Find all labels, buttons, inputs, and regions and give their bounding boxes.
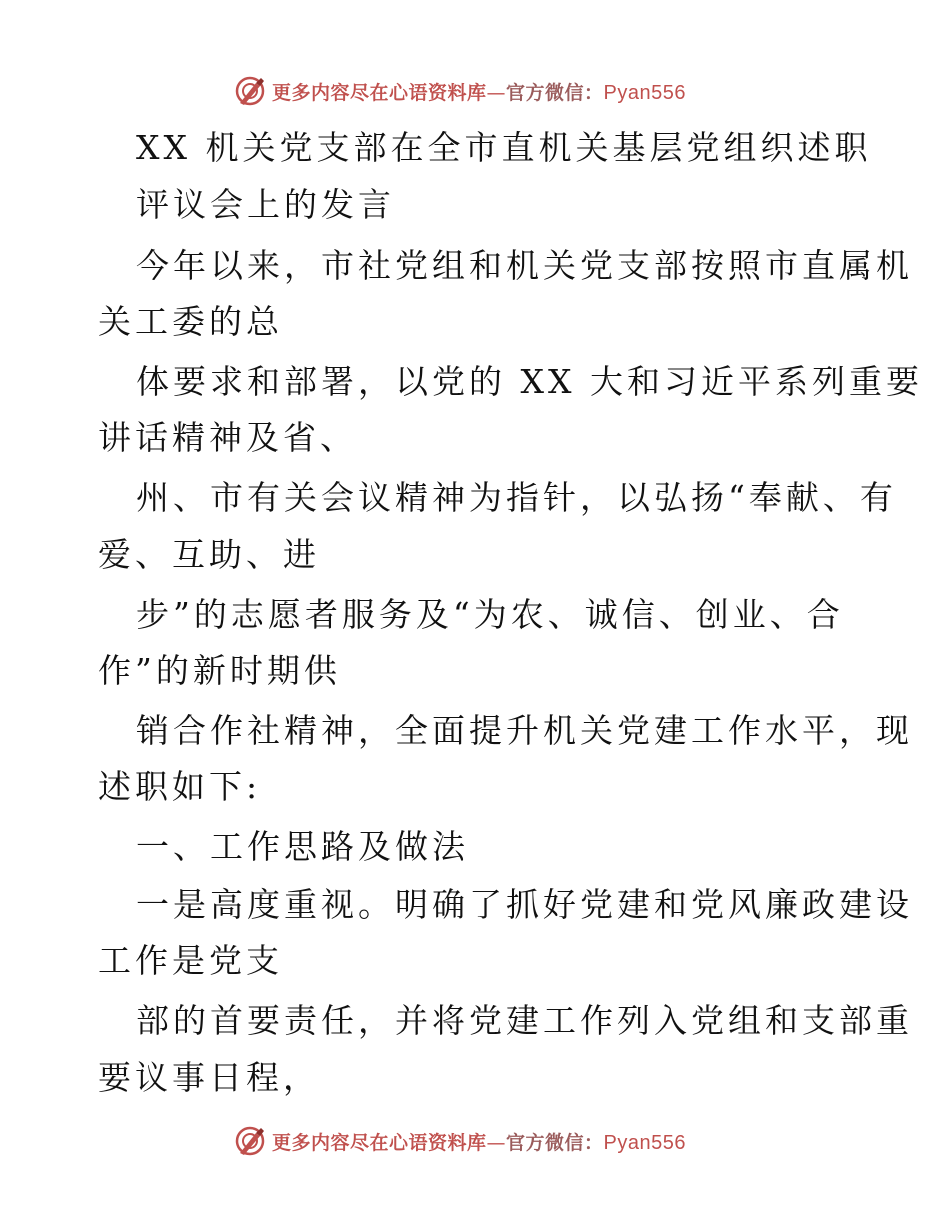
text-line: 销合作社精神，全面提升机关党建工作水平，现 bbox=[136, 711, 913, 750]
watermark-account: Pyan556 bbox=[603, 81, 686, 104]
text-line: 作”的新时期供 bbox=[98, 651, 341, 690]
text-line: 步”的志愿者服务及“为农、诚信、创业、合 bbox=[136, 595, 844, 634]
pen-logo-icon bbox=[234, 1125, 266, 1157]
watermark-separator: — bbox=[486, 81, 507, 104]
watermark-official: 官方微信： bbox=[506, 1131, 604, 1154]
document-title-line-2: 评议会上的发言 bbox=[136, 185, 395, 224]
footer-watermark bbox=[234, 1123, 686, 1159]
watermark-brand: 更多内容尽在心语资料库 bbox=[272, 81, 487, 104]
text-line: 工作是党支 bbox=[98, 941, 283, 980]
text-line: 今年以来，市社党组和机关党支部按照市直属机 bbox=[136, 246, 913, 285]
text-line: 一是高度重视。明确了抓好党建和党风廉政建设 bbox=[136, 885, 913, 924]
section-heading: 一、工作思路及做法 bbox=[136, 827, 469, 866]
header-watermark bbox=[234, 73, 686, 109]
watermark-official: 官方微信： bbox=[506, 81, 604, 104]
text-line: 州、市有关会议精神为指针，以弘扬“奉献、有 bbox=[136, 478, 897, 517]
watermark-account: Pyan556 bbox=[603, 1131, 686, 1154]
text-line: 关工委的总 bbox=[98, 302, 283, 341]
watermark-separator: — bbox=[486, 1131, 507, 1154]
document-title-line-1: XX 机关党支部在全市直机关基层党组织述职 bbox=[136, 128, 872, 167]
text-line: 讲话精神及省、 bbox=[98, 418, 357, 457]
pen-logo-icon bbox=[234, 75, 266, 107]
watermark-brand: 更多内容尽在心语资料库 bbox=[272, 1131, 487, 1154]
text-line: 爱、互助、进 bbox=[98, 535, 320, 574]
text-line: 体要求和部署，以党的 XX 大和习近平系列重要 bbox=[136, 362, 923, 401]
text-line: 述职如下: bbox=[98, 767, 262, 806]
text-line: 部的首要责任，并将党建工作列入党组和支部重 bbox=[136, 1001, 913, 1040]
text-line: 要议事日程， bbox=[98, 1058, 320, 1097]
